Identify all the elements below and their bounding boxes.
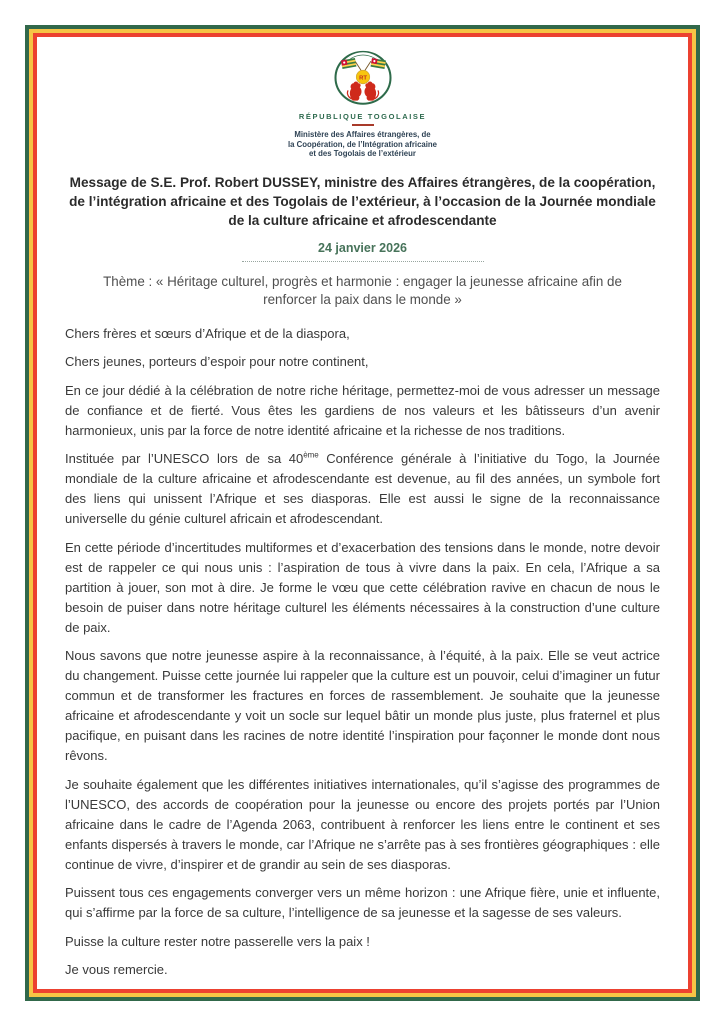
svg-text:RT: RT	[358, 75, 367, 82]
flag-border-red	[33, 33, 692, 993]
closing-line: Je vous remercie.	[65, 962, 168, 978]
letterhead	[65, 44, 660, 159]
flag-border-green	[25, 25, 700, 1001]
republic-name: RÉPUBLIQUE TOGOLAISE	[298, 112, 427, 121]
paragraph	[65, 449, 660, 529]
paragraph: Je souhaite également que les différentes initiatives internationales, qu’il s’agisse des programmes de l’UNESCO, des accords de coopération pour la jeunesse ou encore des projets portés par l’Union africaine dans le cadre de l’Agenda 2063, contribuent à renforcer les liens entre le continent et ses enfants dispersés à travers le monde, car l’Afrique ne s’arrête pas à ses frontières géographiques : elle continue de vivre, d’inspirer et de grandir au sein de ses diasporas.	[65, 776, 660, 872]
date-separator	[242, 261, 484, 262]
paragraph: En cette période d’incertitudes multiformes et d’exacerbation des tensions dans le monde, notre devoir est de rappeler ce qui nous unis : l’aspiration de tous à vivre dans la paix. En cela, l’Afrique a sa partition à jouer, son mot à dire. Je forme le vœu que cette célébration ravive en chacun de nous le besoin de puiser dans notre héritage culturel les éléments nécessaires à la construction d’une culture de paix.	[65, 539, 660, 635]
togo-coat-of-arms-icon	[322, 44, 404, 110]
ministry-name	[65, 130, 660, 159]
paragraph-text: Conférence générale à l’initiative du Togo, la Journée mondiale de la culture africaine et afrodescendante est devenue, au fil des années, un symbole fort des liens qui unissent l’Afrique et ses diasporas. Elle est aussi le signe de la reconnaissance universelle du génie culturel africain et afrodescendant.	[65, 451, 660, 527]
document-content	[37, 37, 688, 989]
flag-border-yellow	[29, 29, 696, 997]
message-body	[65, 324, 660, 981]
ministry-line: et des Togolais de l’extérieur	[309, 149, 416, 159]
message-title: Message de S.E. Prof. Robert DUSSEY, ministre des Affaires étrangères, de la coopération, de l’intégration africaine et des Togolais de l’extérieur, à l’occasion de la Journée mondiale de la culture africaine et afrodescendante	[69, 174, 656, 228]
ministry-line: Ministère des Affaires étrangères, de	[294, 130, 431, 139]
ministry-line: la Coopération, de l’Intégration africaine	[287, 139, 438, 149]
paragraph: Puissent tous ces engagements converger vers un même horizon : une Afrique fière, unie et influente, qui s’affirme par la force de sa culture, l’intelligence de sa jeunesse et la sagesse de ses valeurs.	[65, 885, 660, 921]
ordinal-superscript: ème	[303, 450, 319, 460]
salutation-line: Chers jeunes, porteurs d’espoir pour notre continent,	[65, 354, 369, 370]
message-theme: Thème : « Héritage culturel, progrès et harmonie : engager la jeunesse africaine afin de renforcer la paix dans le monde »	[103, 273, 622, 307]
salutation-line: Chers frères et sœurs d’Afrique et de la diaspora,	[65, 325, 350, 341]
paragraph: Nous savons que notre jeunesse aspire à la reconnaissance, à l’équité, à la paix. Elle se veut actrice du changement. Puisse cette journée lui rappeler que la culture est un pouvoir, celui d’imaginer un futur commun et de transformer les fractures en forces de rassemblement. Je souhaite que la jeunesse africaine et afrodescendante y voit un socle sur lequel bâtir un monde plus juste, plus fraternel et plus pacifique, en puisant dans les racines de notre identité l’inspiration pour façonner le monde dont nous rêvons.	[65, 648, 660, 764]
closing-line: Puisse la culture rester notre passerelle vers la paix !	[65, 933, 370, 949]
message-date: 24 janvier 2026	[318, 240, 407, 255]
header-divider	[352, 124, 374, 126]
paragraph-text: Instituée par l’UNESCO lors de sa 40	[65, 451, 304, 467]
paragraph: En ce jour dédié à la célébration de notre riche héritage, permettez-moi de vous adresser un message de confiance et de fierté. Vous êtes les gardiens de nos valeurs et les bâtisseurs d’un avenir harmonieux, unis par la force de notre identité africaine et la richesse de nos traditions.	[65, 382, 660, 438]
